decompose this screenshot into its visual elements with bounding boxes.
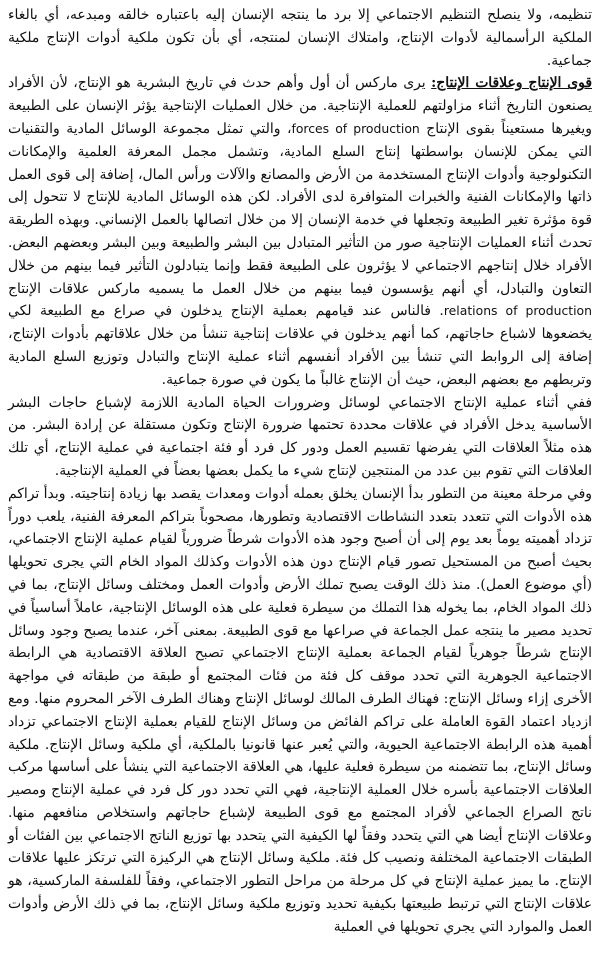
paragraph-3: وفي مرحلة معينة من التطور بدأ الإنسان يخلق بعمله أدوات ومعدات يقصد بها زيادة إنتاجيته. وبدأ تراكم هذه الأدوات التي تتعدد بتعدد النشاطات الاقتصادية وتطورها، مصحوباً بتراكم المعرفة الفنية، يلعب دوراً تزداد أهميته يوماً بعد يوم إلى أن أصبح وجود هذه الأدوات شرطاً ضرورياً لقيام عملية الإنتاج الاجتماعي، بحيث أصبح من المستحيل تصور قيام الإنتاج دون هذه الأدوات وكذلك المواد الخام التي يجرى تحويلها (أي موضوع العمل). منذ ذلك الوقت يصبح تملك الأرض وأدوات العمل ومختلف وسائل الإنتاج، بما في ذلك المواد الخام، بما يخوله هذا التملك من سيطرة فعلية على هذه الوسائل الإنتاجية، عاملاً أساسياً في تحديد مصير ما ينتجه عمل الجماعة في صراعها مع قوى الطبيعة. بمعنى آخر، عندما يصبح وجود وسائل الإنتاج شرطاً جوهرياً لقيام الجماعة بعملية الإنتاج الاجتماعي تصبح العلاقة الاقتصادية هي الرابطة الاجتماعية الجوهرية التي تحدد موقف كل فئة من فئات المجتمع أو طبقة من طبقاته في مواجهة الأخرى إزاء وسائل الإنتاج: فهناك الطرف المالك لوسائل الإنتاج وهناك الطرف الآخر المحروم منها. ومع ازدياد اعتماد القوة العاملة على تراكم الفائض من وسائل الإنتاج للقيام بعملية الإنتاج الاجتماعي تزداد أهمية هذه الرابطة الاجتماعية الحيوية، والتي يُعبر عنها قانونيا بالملكية، أي ملكية وسائل الإنتاج. ملكية وسائل الإنتاج، بما تتضمنه من سيطرة فعلية عليها، هي العلاقة الاجتماعية التي ينشأ على أساسها مركب العلاقات الاجتماعية بأسره خلال العملية الإنتاجية، فهي التي تحدد دور كل فرد في عملية الإنتاج ومصير ناتج الصراع الجماعي لأفراد المجتمع مع قوى الطبيعة لإشباع حاجاتهم واستخلاص منافعهم منها. وعلاقات الإنتاج أيضا هي التي يتحدد وفقاً لها الكيفية التي يتحدد بها توزيع الناتج الاجتماعي بين الفئات أو الطبقات الاجتماعية المختلفة ونصيب كل فئة. ملكية وسائل الإنتاج هي الركيزة التي ترتكز عليها علاقات الإنتاج. ما يميز عملية الإنتاج في كل مرحلة من مراحل التطور الاجتماعي، وفقاً للفلسفة الماركسية، هو علاقات الإنتاج التي ترتبط طبيعتها بكيفية تحديد وتوزيع ملكية وسائل الإنتاج، بما في ذلك الأرض وأدوات العمل والموارد التي يجري تحويلها في العملية xyxy=(8,485,592,935)
section-paragraph-1 xyxy=(8,72,592,391)
intro-paragraph: تنظيمه، ولا ينصلح التنظيم الاجتماعي إلا برد ما ينتجه الإنسان إليه باعتباره خالقه ومبدعه، أي بالغاء الملكية الرأسمالية لأدوات الإنتاج، وامتلاك الإنسان لمنتجه، أي بأن تكون ملكية أدوات الإنتاج ملكية جماعية. xyxy=(8,7,592,69)
paragraph-1-text-a: يرى ماركس أن أول وأهم حدث في تاريخ البشرية هو الإنتاج، لأن الأفراد يصنعون التاريخ أثناء مزاولتهم للعملية الإنتاجية. من خلال العمليات الإنتاجية يؤثر الإنسان على الطبيعة ويغيرها مستعيناً بقوى الإنتاج xyxy=(8,75,592,137)
term-forces-of-production: forces of production xyxy=(291,120,420,136)
paragraph-1-text-c: . فالناس عند قيامهم بعملية الإنتاج يدخلون في صراع مع الطبيعة لكي يخضعوها لاشباع حاجاتهم، كما أنهم يدخلون في علاقات إنتاجية تنشأ من خلال علاقاتهم بأدوات الإنتاج، إضافة إلى الروابط التي تنشأ بين الأفراد أنفسهم أثناء عملية الإنتاج والتبادل وتوزيع السلع المادية وتربطهم مع بعضهم البعض، حيث أن الإنتاج غالباً ما يكون في صورة جماعية. xyxy=(8,303,592,388)
term-relations-of-production: relations of production xyxy=(443,303,592,319)
paragraph-2: ففي أثناء عملية الإنتاج الاجتماعي لوسائل وضرورات الحياة المادية اللازمة لإشباع حاجات البشر الأساسية يدخل الأفراد في علاقات محددة تحتمها ضرورة الإنتاج وتكون مستقلة عن إرادة البشر. من هذه مثلاً العلاقات التي يفرضها تقسيم العمل ودور كل فرد أو فئة اجتماعية في عملية الإنتاج، أي تلك العلاقات التي تقوم بين عدد من المنتجين لإنتاج شيء ما يكمل بعضها بعضاً في العملية الإنتاجية. xyxy=(8,394,592,479)
section-heading: قوى الإنتاج وعلاقات الإنتاج: xyxy=(431,75,592,92)
paragraph-1-text-b: ، والتي تمثل مجموعة الوسائل المادية والتقنيات التي يمكن للإنسان بواسطتها إنتاج السلع المادية، وتشمل مجمل المعرفة العلمية والإمكانات التكنولوجية وأدوات الإنتاج المستخدمة من الأرض والمصانع والآلات ورأس المال، إضافة إلى قوى العمل ذاتها والإمكانات الفنية والخبرات المتوافرة لدى الأفراد. لكن هذه الوسائل المادية للإنتاج لا تتحول إلى قوة مؤثرة تغير الطبيعة وتجعلها في خدمة الإنسان إلا من خلال اتصالها بالعمل الإنساني. وبهذه الطريقة تحدث أثناء العمليات الإنتاجية صور من التأثير المتبادل بين البشر والطبيعة وبين البشر وبعضهم البعض. الأفراد خلال إنتاجهم الاجتماعي لا يؤثرون على الطبيعة فقط وإنما يتبادلون التأثير فيما بينهم من خلال التعاون والتبادل، أي أنهم يؤسسون فيما بينهم من خلال العمل ما يسميه ماركس علاقات الإنتاج xyxy=(8,120,592,297)
